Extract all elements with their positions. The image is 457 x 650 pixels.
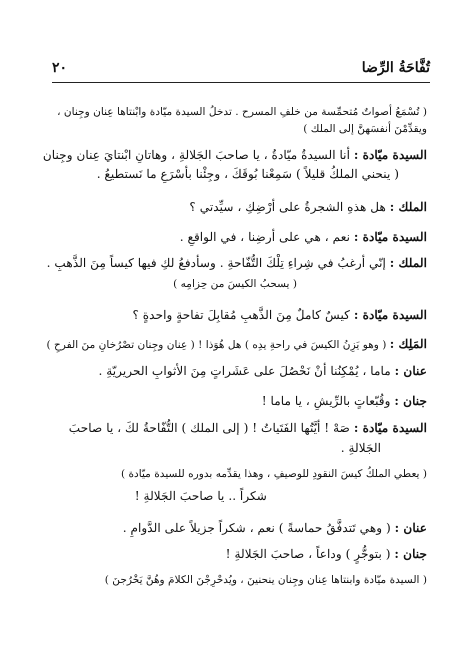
dialogue-line: [135, 488, 267, 504]
line-text: شكراً .. يا صاحبَ الجَلالةِ !: [134, 489, 267, 503]
dialogue-line: [189, 199, 427, 215]
speaker-name: الملك :: [389, 200, 427, 214]
speaker-name: السيدة ميّادة :: [353, 148, 427, 162]
line-text: ماما ، يُمْكِنُنا أنْ نَحْصُلَ على عَشَراتٍ مِنَ الأثوابِ الحريريّةِ .: [98, 364, 395, 378]
dialogue-line: [69, 420, 427, 436]
speaker-name: السيدة ميّادة :: [353, 230, 427, 244]
stage-direction: [57, 104, 427, 120]
dialogue-line: [180, 229, 427, 245]
dialogue-line: [262, 393, 427, 409]
line-text: ( يعطي الملكُ كيسَ النقودِ للوصيفِ ، وهذا يقدِّمه بدوره للسيدة ميّادة ): [120, 468, 427, 480]
stage-direction: [97, 166, 399, 182]
line-text: صَهْ ! أيَّتُها الفَتَياتُ ! ( إلى الملك ) التُّفّاحةُ لكَ ، يا صاحبَ: [68, 421, 354, 435]
dialogue-line: [98, 363, 427, 379]
stage-direction: [121, 466, 427, 482]
header-rule: [52, 82, 430, 83]
line-text: إنّي أرغبُ في شِراءِ تِلْكَ التُّفّاحةِ . وسأدفعُ لكِ فيها كيساً مِنَ الذَّهبِ .: [46, 256, 390, 270]
line-text: ( يسحبُ الكيسَ من حِزامِه ): [173, 278, 297, 290]
line-text: ( السيدة ميّادة وابنتاها عِنان وجِنان ينحنينَ ، ويُدحْرِجْنَ الكلامَ وهُنَّ يَخْرُجنَ ): [104, 574, 427, 586]
stage-direction: [303, 121, 427, 137]
dialogue-line: [46, 336, 427, 353]
speaker-name: عنان :: [394, 364, 427, 378]
speaker-name: الملك :: [389, 256, 427, 270]
line-text: وقُبّعاتٍ بالرِّيشِ ، يا ماما !: [261, 394, 395, 408]
line-text: ( وهو يَزِنُ الكيسَ في راحةِ يدِه ) هل هُوَذا ! ( عِنان وجِنان تصْرُخانِ منَ الفرحِ ): [46, 339, 390, 351]
line-text: الجَلالةِ .: [340, 441, 381, 455]
stage-direction: [173, 276, 297, 292]
speaker-name: السيدة ميّادة :: [353, 421, 427, 435]
speaker-name: السيدة ميّادة :: [353, 308, 427, 322]
dialogue-line: [226, 546, 427, 562]
line-text: ( بتوجُّرٍ ) وداعاً ، صاحبَ الجَلالةِ !: [225, 547, 395, 561]
speaker-name: المَلِك :: [389, 337, 427, 351]
dialogue-line: [43, 147, 427, 163]
dialogue-line: [341, 440, 381, 456]
stage-direction: [105, 572, 427, 588]
line-text: أنا السيدةُ ميّادةُ ، يا صاحبَ الجَلالةِ ، وهاتانِ ابْنتايَ عِنان وجِنان: [42, 148, 354, 162]
dialogue-line: [123, 520, 427, 536]
dialogue-line: [47, 255, 427, 271]
line-text: ( ينحني الملكُ قليلاً ) سَمِعْنا بُوقَكَ ، وجِئْنا بأسْرَعِ ما نَستطيعُ .: [96, 167, 399, 181]
line-text: كيسٌ كاملٌ مِنَ الذَّهبِ مُقابِلَ تفاحةٍ واحدةٍ ؟: [132, 308, 354, 322]
speaker-name: جنان :: [394, 547, 427, 561]
dialogue-line: [132, 307, 427, 323]
speaker-name: جنان :: [394, 394, 427, 408]
line-text: ( تُسْمَعُ أصواتٌ مُتحمِّسة من خلفِ المسرح . تدخلُ السيدة ميّادة وابْنتاها عِنان وجِنان ،: [57, 106, 427, 118]
line-text: هل هذهِ الشجرةُ على أرْضِكِ ، سيِّدتي ؟: [189, 200, 390, 214]
page-number: ٢٠: [52, 60, 68, 76]
speaker-name: عنان :: [394, 521, 427, 535]
page-header: [52, 58, 430, 82]
line-text: ويقدِّمْنَ أنفسَهنَّ إلى الملك ): [303, 123, 427, 135]
running-title: تُفَّاحَةُ الرِّضا: [361, 60, 430, 76]
line-text: نعم ، هي على أرضِنا ، في الواقعِ .: [179, 230, 354, 244]
line-text: ( وهي تَتدفَّقُ حماسةً ) نعم ، شكراً جزيلاً على الدَّوامِ .: [122, 521, 395, 535]
